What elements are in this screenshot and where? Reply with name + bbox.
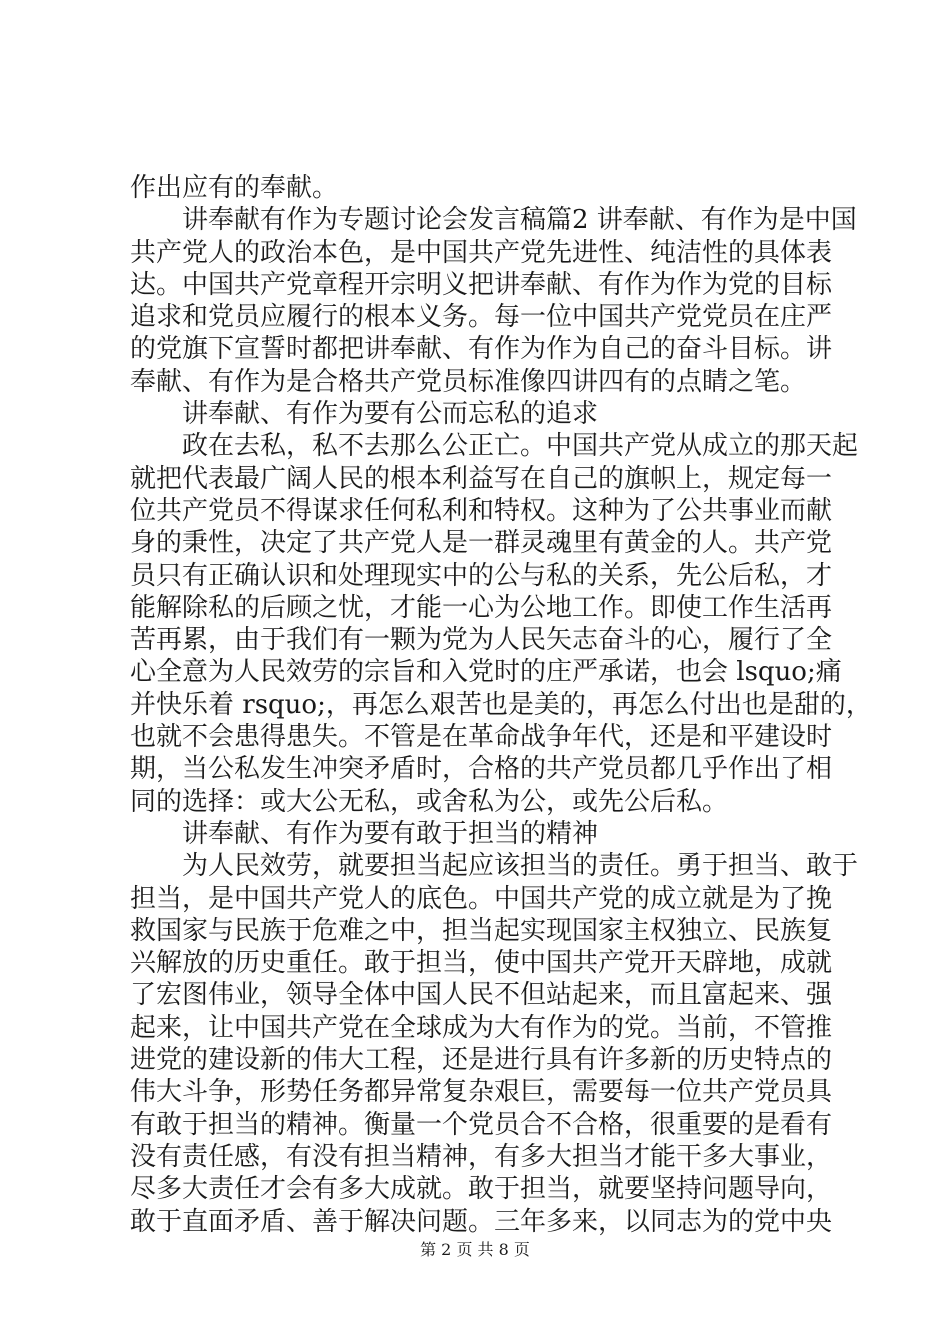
text-line: 有敢于担当的精神。衡量一个党员合不合格，很重要的是看有 [130, 1109, 833, 1140]
text-line: 为人民效劳，就要担当起应该担当的责任。勇于担当、敢于 [130, 851, 859, 882]
text-line: 同的选择：或大公无私，或舍私为公，或先公后私。 [130, 786, 729, 817]
section-heading: 讲奉献、有作为要有公而忘私的追求 [130, 399, 599, 430]
text-line: 作出应有的奉献。 [130, 173, 339, 203]
document-body [130, 172, 872, 1238]
text-line: 敢于直面矛盾、善于解决问题。三年多来，以同志为的党中央 [130, 1206, 833, 1237]
text-line: 的党旗下宣誓时都把讲奉献、有作为作为自己的奋斗目标。讲 [130, 334, 833, 365]
text-line: 奉献、有作为是合格共产党员标准像四讲四有的点睛之笔。 [130, 366, 807, 397]
text-line: 达。中国共产党章程开宗明义把讲奉献、有作为作为党的目标 [130, 269, 833, 300]
page-number-footer: 第 2 页 共 8 页 [420, 1240, 530, 1259]
text-line: 就把代表最广阔人民的根本利益写在自己的旗帜上，规定每一 [130, 463, 833, 494]
section-heading: 讲奉献、有作为要有敢于担当的精神 [130, 818, 599, 849]
text-line: 尽多大责任才会有多大成就。敢于担当，就要坚持问题导向， [130, 1174, 833, 1205]
text-line: 伟大斗争，形势任务都异常复杂艰巨，需要每一位共产党员具 [130, 1077, 833, 1108]
text-line: 共产党人的政治本色，是中国共产党先进性、纯洁性的具体表 [130, 237, 833, 268]
text-line: 位共产党员不得谋求任何私利和特权。这种为了公共事业而献 [130, 495, 833, 526]
text-line: 政在去私，私不去那么公正亡。中国共产党从成立的那天起 [130, 431, 859, 462]
text-line: 了宏图伟业，领导全体中国人民不但站起来，而且富起来、强 [130, 980, 833, 1011]
text-line: 追求和党员应履行的根本义务。每一位中国共产党党员在庄严 [130, 302, 833, 333]
text-line: 员只有正确认识和处理现实中的公与私的关系，先公后私，才 [130, 560, 833, 591]
text-line: 救国家与民族于危难之中，担当起实现国家主权独立、民族复 [130, 915, 833, 946]
text-line: 讲奉献有作为专题讨论会发言稿篇2 讲奉献、有作为是中国 [130, 205, 857, 236]
text-line: 起来，让中国共产党在全球成为大有作为的党。当前，不管推 [130, 1012, 833, 1043]
text-line: 身的秉性，决定了共产党人是一群灵魂里有黄金的人。共产党 [130, 528, 833, 559]
text-line: 兴解放的历史重任。敢于担当，使中国共产党开天辟地，成就 [130, 948, 833, 979]
text-line: 也就不会患得患失。不管是在革命战争年代，还是和平建设时 [130, 722, 833, 753]
text-line: 能解除私的后顾之忧，才能一心为公地工作。即使工作生活再 [130, 592, 833, 623]
text-line: 苦再累，由于我们有一颗为党为人民矢志奋斗的心，履行了全 [130, 625, 833, 656]
text-line: 心全意为人民效劳的宗旨和入党时的庄严承诺，也会 lsquo;痛 [130, 657, 842, 688]
text-line: 没有责任感，有没有担当精神，有多大担当才能干多大事业， [130, 1141, 833, 1172]
text-line: 并快乐着 rsquo;，再怎么艰苦也是美的，再怎么付出也是甜的， [130, 689, 872, 720]
text-line: 期，当公私发生冲突矛盾时，合格的共产党员都几乎作出了相 [130, 754, 833, 785]
text-line: 进党的建设新的伟大工程，还是进行具有许多新的历史特点的 [130, 1045, 833, 1076]
text-line: 担当，是中国共产党人的底色。中国共产党的成立就是为了挽 [130, 883, 833, 914]
